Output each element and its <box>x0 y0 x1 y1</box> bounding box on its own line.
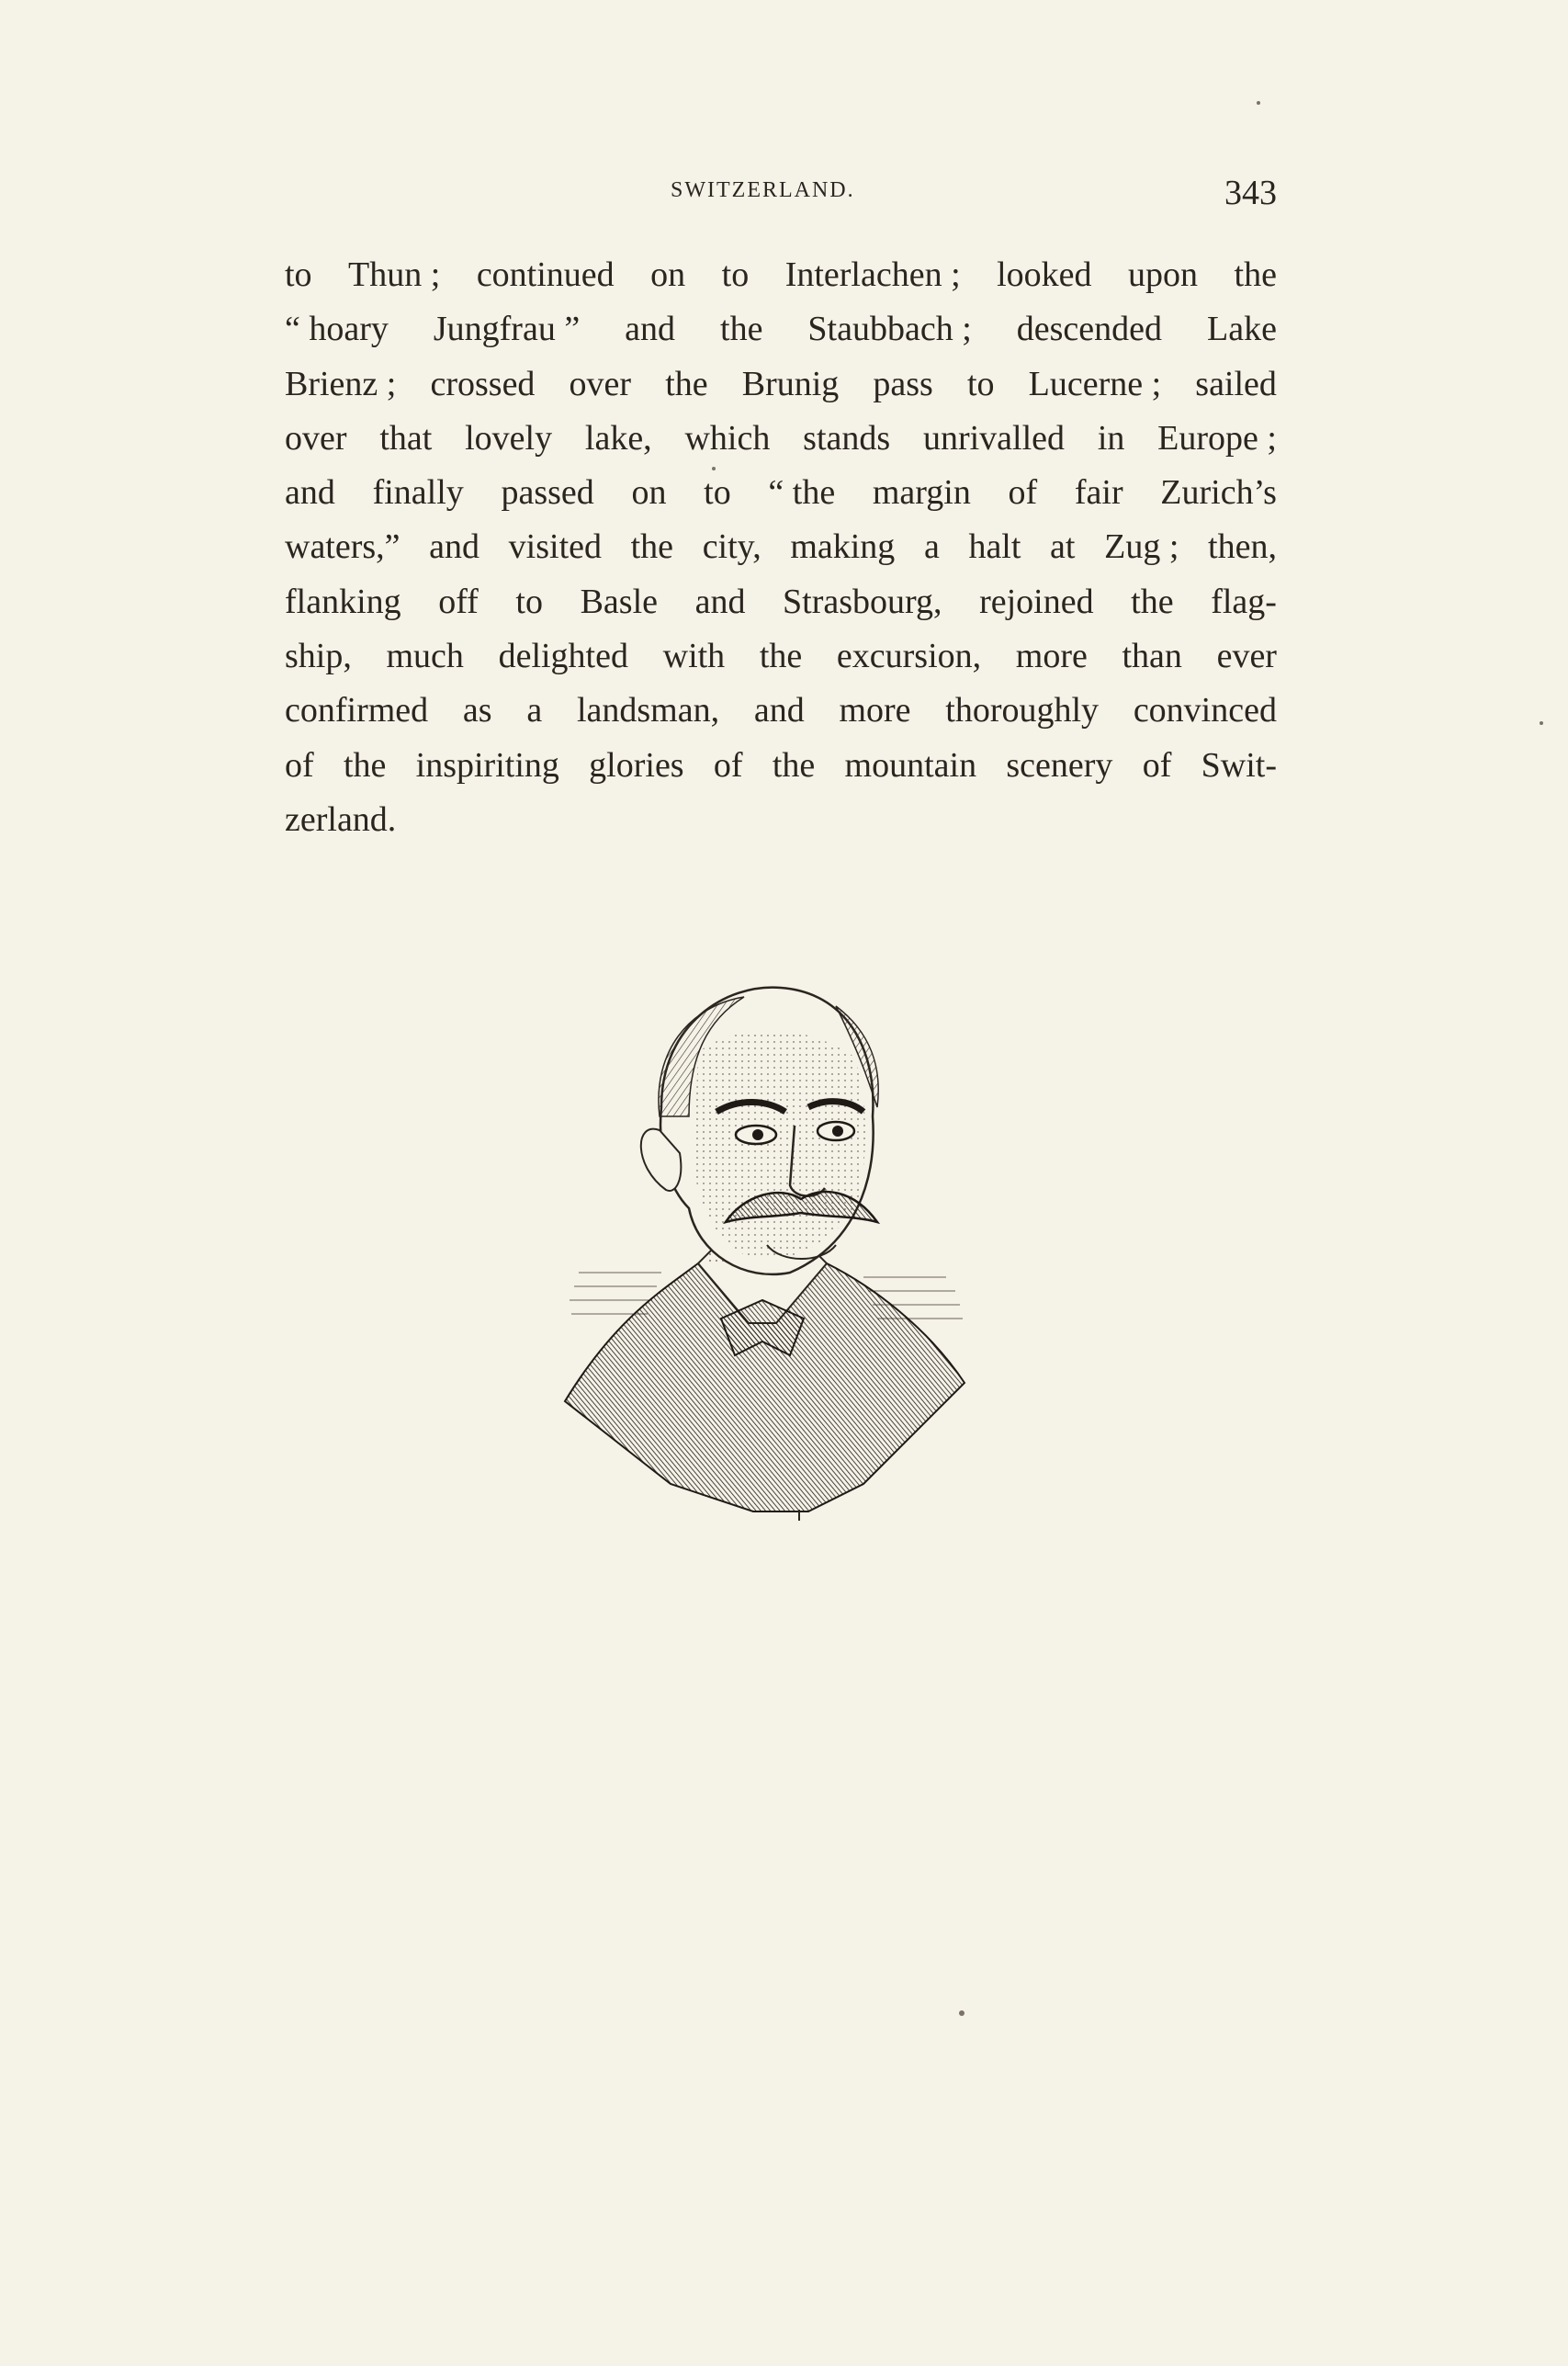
word: passed <box>501 473 594 513</box>
engraved-portrait-icon <box>560 969 974 1521</box>
word: confirmed <box>285 691 429 730</box>
text-line <box>285 629 1277 684</box>
word: flanking <box>285 582 401 621</box>
word: and <box>694 582 746 621</box>
word: Brunig <box>741 364 840 403</box>
word: excursion, <box>836 637 982 676</box>
word: lovely <box>465 418 553 458</box>
word: to <box>704 473 731 513</box>
word: on <box>650 255 686 294</box>
word: then, <box>1208 527 1277 567</box>
word: in <box>1097 418 1125 458</box>
word: as <box>462 691 492 730</box>
word: to <box>721 255 750 294</box>
word: delighted <box>498 637 628 676</box>
word: Staubbach ; <box>807 310 972 349</box>
word: on <box>631 473 667 513</box>
word: more <box>839 691 911 730</box>
word: finally <box>372 473 464 513</box>
word: Brienz ; <box>285 364 397 403</box>
word: and <box>753 691 805 730</box>
word: with <box>662 637 726 676</box>
word: continued <box>476 255 615 294</box>
word: looked <box>997 255 1092 294</box>
word: margin <box>872 473 971 513</box>
word: Lake <box>1206 310 1277 349</box>
word: and <box>625 310 676 349</box>
word: making <box>790 527 896 567</box>
text-line <box>285 793 1277 847</box>
word: Zurich’s <box>1160 473 1277 513</box>
paper-speck <box>1540 721 1543 725</box>
word: to <box>285 255 312 294</box>
paper-speck <box>959 2010 964 2016</box>
word: more <box>1015 637 1088 676</box>
word: “ hoary <box>285 310 389 349</box>
word: Zug ; <box>1104 527 1179 567</box>
word: ship, <box>285 637 352 676</box>
word: glories <box>589 745 684 785</box>
word: descended <box>1016 310 1163 349</box>
word: visited <box>508 527 602 567</box>
running-title: SWITZERLAND. <box>671 178 855 202</box>
word: landsman, <box>576 691 720 730</box>
word: “ the <box>768 473 836 513</box>
paper-speck <box>712 467 716 470</box>
text-line <box>285 520 1277 574</box>
word: Lucerne ; <box>1028 364 1162 403</box>
word: the <box>1131 582 1174 621</box>
word: the <box>772 745 816 785</box>
text-line <box>285 302 1277 357</box>
word: Interlachen ; <box>784 255 961 294</box>
text-line <box>285 412 1277 466</box>
word: unrivalled <box>922 418 1066 458</box>
word: the <box>1234 255 1277 294</box>
word: convinced <box>1133 691 1277 730</box>
word: over <box>569 364 632 403</box>
word: waters,” <box>285 527 400 567</box>
word: fair <box>1074 473 1123 513</box>
word: which <box>684 418 771 458</box>
text-line <box>285 684 1277 738</box>
body-paragraph <box>285 248 1277 847</box>
word: and <box>429 527 480 567</box>
text-line <box>285 739 1277 793</box>
word: Thun ; <box>348 255 441 294</box>
word: Strasbourg, <box>783 582 942 621</box>
text-line <box>285 357 1277 412</box>
word: to <box>515 582 543 621</box>
word: Europe ; <box>1157 418 1277 458</box>
word: rejoined <box>979 582 1094 621</box>
paper-speck <box>1257 101 1260 105</box>
word: a <box>526 691 543 730</box>
word: Jungfrau ” <box>433 310 581 349</box>
word: thoroughly <box>945 691 1100 730</box>
word: over <box>285 418 347 458</box>
word: crossed <box>430 364 536 403</box>
word: to <box>966 364 995 403</box>
word: halt <box>968 527 1021 567</box>
word: of <box>1142 745 1172 785</box>
text-line <box>285 575 1277 629</box>
word: the <box>759 637 803 676</box>
word: zerland. <box>285 799 397 839</box>
word: the <box>720 310 763 349</box>
word: inspiriting <box>415 745 559 785</box>
running-head <box>285 173 1277 213</box>
word: off <box>438 582 479 621</box>
word: the <box>343 745 387 785</box>
word: the <box>630 527 674 567</box>
word: a <box>923 527 940 567</box>
word: flag- <box>1211 582 1277 621</box>
text-line <box>285 248 1277 302</box>
word: at <box>1050 527 1076 567</box>
word: than <box>1122 637 1182 676</box>
word: Swit- <box>1201 745 1277 785</box>
word: of <box>713 745 743 785</box>
word: and <box>285 473 335 513</box>
word: pass <box>873 364 933 403</box>
word: lake, <box>584 418 652 458</box>
word: of <box>285 745 314 785</box>
word: scenery <box>1006 745 1113 785</box>
text-line <box>285 466 1277 520</box>
word: ever <box>1216 637 1277 676</box>
word: stands <box>803 418 891 458</box>
page-number: 343 <box>1224 174 1277 212</box>
word: Basle <box>580 582 658 621</box>
word: mountain <box>844 745 977 785</box>
word: city, <box>702 527 761 567</box>
word: sailed <box>1195 364 1277 403</box>
word: of <box>1008 473 1038 513</box>
word: the <box>665 364 708 403</box>
word: much <box>386 637 464 676</box>
word: that <box>379 418 433 458</box>
word: upon <box>1128 255 1199 294</box>
